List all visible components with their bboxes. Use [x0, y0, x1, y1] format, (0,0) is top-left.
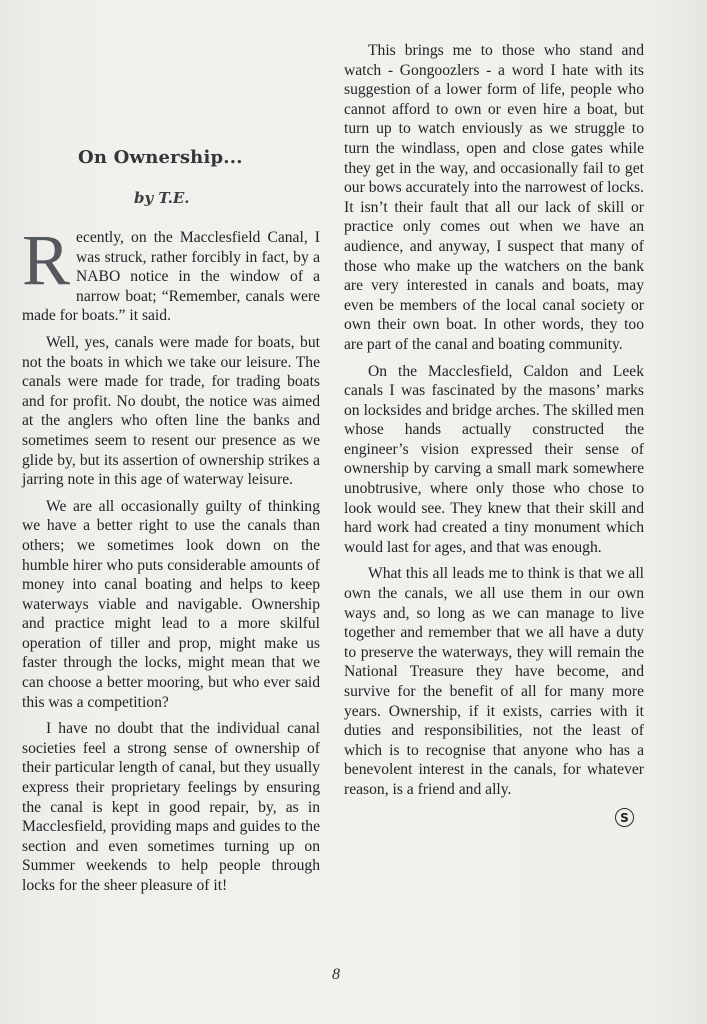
paragraph: Well, yes, canals were made for boats, but not the boats in which we take our leisure. The canals were made for trade, for trading boats and for profit. No doubt, the notice was aimed at the anglers who often line the banks and sometimes seem to resent our presence as we glide by, but its assertion of ownership strikes a jarring note in this age of waterway leisure. — [22, 333, 320, 489]
article-byline: by T.E. — [134, 189, 190, 207]
paragraph: This brings me to those who stand and watch - Gongoozlers - a word I hate with its suggestion of a lower form of life, people who cannot afford to own or even hire a boat, but turn up to watch enviously as we struggle to turn the windlass, open and close gates while they get in the way, and occasionally fail to get our bows accurately into the narrowest of locks. It isn’t their fault that all our lack of skill or practice only comes out when we have an audience, and anyway, I suspect that many of those who make up the watchers on the bank are very interested in canals and boats, may even be members of the local canal society or own their own boat. In other words, they too are part of the canal and boating community. — [344, 42, 644, 353]
paragraph — [22, 220, 320, 326]
right-column — [344, 41, 644, 827]
article-title: On Ownership... — [78, 147, 243, 168]
paragraph: On the Macclesfield, Caldon and Leek canals I was fascinated by the masons’ marks on locksides and bridge arches. The skilled men whose hands actually constructed the engineer’s vision expressed their sense of ownership by carving a small mark somewhere unobtrusive, where only those who chose to look would see. They knew that their skill and hard work had created a tiny monument which would last for ages, and that was enough. — [344, 362, 644, 556]
drop-cap: R — [22, 220, 71, 300]
paragraph-text: ecently, on the Macclesfield Canal, I was struck, rather forcibly in fact, by a NABO notice in the window of a narrow boat; “Remember, canals were made for boats.” it said. — [22, 229, 320, 325]
paragraph: I have no doubt that the individual canal societies feel a strong sense of ownership of their particular length of canal, but they usually express their proprietary feelings by ensuring the canal is kept in good repair, by, as in Macclesfield, providing maps and guides to the section and even sometimes turning up on Summer weekends to help people through locks for the sheer pleasure of it! — [22, 720, 320, 894]
left-column — [22, 220, 320, 903]
paragraph: We are all occasionally guilty of thinking we have a better right to use the canals than others; we sometimes look down on the humble hirer who puts considerable amounts of money into canal boating and helps to keep waterways viable and navigable. Ownership and practice might lead to a more skilful operation of tiller and prop, might make us faster through the locks, might mean that we can choose a better mooring, but who ever said this was a competition? — [22, 497, 320, 711]
end-mark-logo-icon: S — [615, 808, 634, 827]
paragraph: What this all leads me to think is that we all own the canals, we all use them in our own ways and, so long as we can manage to live together and remember that we all have a duty to preserve the waterways, they will remain the National Treasure they have become, and survive for the benefit of all for many more years. Ownership, if it exists, carries with it duties and responsibilities, not the least of which is to recognise that anyone who has a benevolent interest in the canals, for whatever reason, is a friend and ally. — [344, 565, 644, 798]
page-number: 8 — [332, 966, 340, 983]
end-mark-row — [344, 805, 644, 828]
